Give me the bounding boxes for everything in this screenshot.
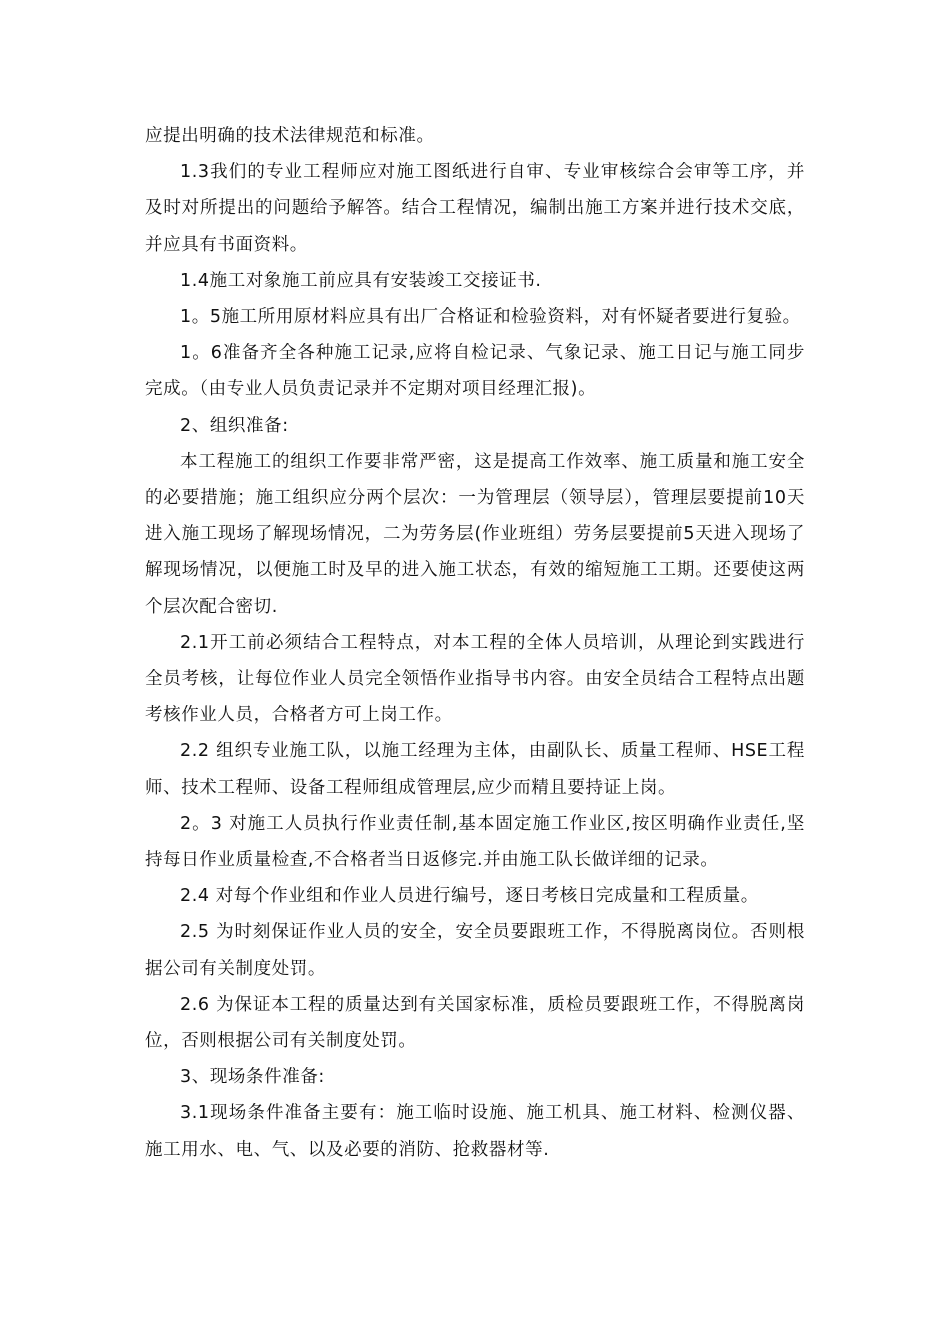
paragraph-1: 应提出明确的技术法律规范和标准。 bbox=[145, 126, 435, 146]
paragraph-organization-intro: 本工程施工的组织工作要非常严密，这是提高工作效率、施工质量和施工安全的必要措施；施工组织应分两个层次：一为管理层（领导层），管理层要提前10天进入施工现场了解现场情况，二为劳务层(作业班组）劳务层要提前5天进入现场了解现场情况，以便施工时及早的进入施工状态，有效的缩短施工工期。还要使这两个层次配合密切. bbox=[145, 451, 805, 617]
document-body bbox=[145, 118, 805, 1168]
paragraph-2-2: 2.2 组织专业施工队，以施工经理为主体，由副队长、质量工程师、HSE工程师、技术工程师、设备工程师组成管理层,应少而精且要持证上岗。 bbox=[145, 741, 805, 798]
section-heading-organization: 2、组织准备: bbox=[180, 415, 289, 436]
paragraph-2-4: 2.4 对每个作业组和作业人员进行编号，逐日考核日完成量和工程质量。 bbox=[180, 886, 759, 907]
paragraph-1-3: 1.3我们的专业工程师应对施工图纸进行自审、专业审核综合会审等工序，并及时对所提出的问题给予解答。结合工程情况，编制出施工方案并进行技术交底，并应具有书面资料。 bbox=[145, 162, 805, 255]
paragraph-3-1: 3.1现场条件准备主要有：施工临时设施、施工机具、施工材料、检测仪器、施工用水、电、气、以及必要的消防、抢救器材等. bbox=[145, 1103, 805, 1160]
paragraph-1-5: 1。5施工所用原材料应具有出厂合格证和检验资料，对有怀疑者要进行复验。 bbox=[180, 307, 801, 328]
section-heading-site-conditions: 3、现场条件准备: bbox=[180, 1067, 325, 1088]
paragraph-2-3: 2。3 对施工人员执行作业责任制,基本固定施工作业区,按区明确作业责任,坚持每日作业质量检查,不合格者当日返修完.并由施工队长做详细的记录。 bbox=[145, 813, 805, 871]
paragraph-2-6: 2.6 为保证本工程的质量达到有关国家标准，质检员要跟班工作，不得脱离岗位，否则根据公司有关制度处罚。 bbox=[145, 994, 805, 1052]
paragraph-2-1: 2.1开工前必须结合工程特点，对本工程的全体人员培训，从理论到实践进行全员考核，让每位作业人员完全领悟作业指导书内容。由安全员结合工程特点出题考核作业人员，合格者方可上岗工作。 bbox=[145, 632, 805, 726]
paragraph-1-6: 1。6准备齐全各种施工记录,应将自检记录、气象记录、施工日记与施工同步完成。（由专业人员负责记录并不定期对项目经理汇报)。 bbox=[145, 343, 805, 400]
paragraph-1-4: 1.4施工对象施工前应具有安装竣工交接证书. bbox=[180, 270, 542, 291]
paragraph-2-5: 2.5 为时刻保证作业人员的安全，安全员要跟班工作，不得脱离岗位。否则根据公司有关制度处罚。 bbox=[145, 922, 805, 979]
